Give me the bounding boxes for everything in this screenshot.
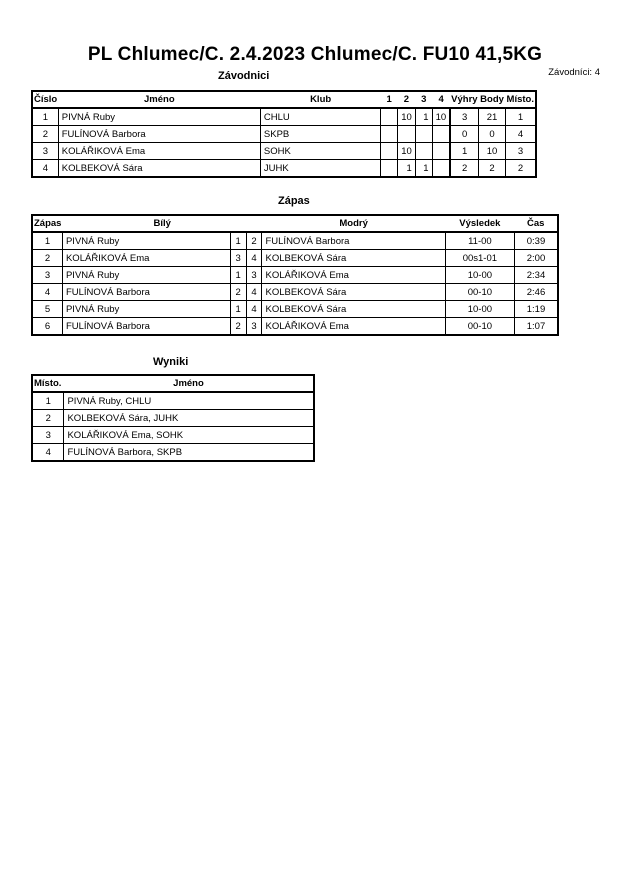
white-number: 1 bbox=[230, 232, 246, 250]
match-result: 10-00 bbox=[445, 267, 514, 284]
page-title: PL Chlumec/C. 2.4.2023 Chlumec/C. FU10 41,5KG bbox=[87, 44, 543, 65]
column-header-score-2: 2 bbox=[397, 91, 415, 108]
white-competitor: FULÍNOVÁ Barbora bbox=[62, 318, 230, 336]
column-header-name: Jméno bbox=[58, 91, 260, 108]
column-header-blue: Modrý bbox=[262, 215, 445, 232]
column-header-time: Čas bbox=[514, 215, 558, 232]
result-place: 4 bbox=[32, 444, 64, 462]
match-number: 1 bbox=[32, 232, 62, 250]
table-row bbox=[32, 160, 536, 178]
competitor-place: 2 bbox=[506, 160, 536, 178]
table-row bbox=[32, 232, 558, 250]
column-header-club: Klub bbox=[260, 91, 380, 108]
match-time: 2:46 bbox=[514, 284, 558, 301]
result-place: 3 bbox=[32, 427, 64, 444]
result-place: 1 bbox=[32, 392, 64, 410]
match-result: 00s1-01 bbox=[445, 250, 514, 267]
match-time: 1:07 bbox=[514, 318, 558, 336]
white-competitor: PIVNÁ Ruby bbox=[62, 232, 230, 250]
blue-competitor: KOLÁŘIKOVÁ Ema bbox=[262, 267, 445, 284]
table-row bbox=[32, 143, 536, 160]
column-header-score-3: 3 bbox=[415, 91, 432, 108]
score-4: 10 bbox=[432, 108, 450, 126]
column-header-result: Výsledek bbox=[445, 215, 514, 232]
results-section-title: Wyniki bbox=[153, 356, 189, 368]
match-number: 2 bbox=[32, 250, 62, 267]
white-competitor: KOLÁŘIKOVÁ Ema bbox=[62, 250, 230, 267]
column-header-points: Body bbox=[479, 91, 506, 108]
match-time: 0:39 bbox=[514, 232, 558, 250]
white-number: 2 bbox=[230, 284, 246, 301]
competitor-place: 4 bbox=[506, 126, 536, 143]
score-1 bbox=[381, 108, 398, 126]
blue-competitor: FULÍNOVÁ Barbora bbox=[262, 232, 445, 250]
competitor-wins: 3 bbox=[450, 108, 478, 126]
table-row bbox=[32, 444, 314, 462]
score-2 bbox=[397, 126, 415, 143]
score-1 bbox=[381, 160, 398, 178]
table-row bbox=[32, 410, 314, 427]
blue-competitor: KOLÁŘIKOVÁ Ema bbox=[262, 318, 445, 336]
white-competitor: PIVNÁ Ruby bbox=[62, 301, 230, 318]
competitor-points: 10 bbox=[479, 143, 506, 160]
match-number: 3 bbox=[32, 267, 62, 284]
matches-section-title: Zápas bbox=[278, 195, 310, 207]
result-place: 2 bbox=[32, 410, 64, 427]
results-header-row bbox=[32, 375, 314, 392]
blue-number: 3 bbox=[246, 318, 262, 336]
score-4 bbox=[432, 160, 450, 178]
column-header-number: Číslo bbox=[32, 91, 58, 108]
score-4 bbox=[432, 143, 450, 160]
competitor-points: 0 bbox=[479, 126, 506, 143]
competitor-number: 2 bbox=[32, 126, 58, 143]
match-number: 6 bbox=[32, 318, 62, 336]
table-row bbox=[32, 301, 558, 318]
table-row bbox=[32, 250, 558, 267]
competitor-number: 4 bbox=[32, 160, 58, 178]
competitor-wins: 2 bbox=[450, 160, 478, 178]
score-2: 10 bbox=[397, 108, 415, 126]
competitor-place: 3 bbox=[506, 143, 536, 160]
match-result: 00-10 bbox=[445, 318, 514, 336]
results-table bbox=[31, 374, 315, 462]
competitor-club: CHLU bbox=[260, 108, 380, 126]
competitor-points: 21 bbox=[479, 108, 506, 126]
matches-table bbox=[31, 214, 559, 336]
column-header-wins: Výhry bbox=[450, 91, 478, 108]
column-header-match: Zápas bbox=[32, 215, 62, 232]
score-4 bbox=[432, 126, 450, 143]
table-row bbox=[32, 108, 536, 126]
match-result: 10-00 bbox=[445, 301, 514, 318]
white-number: 3 bbox=[230, 250, 246, 267]
match-number: 5 bbox=[32, 301, 62, 318]
competitor-wins: 0 bbox=[450, 126, 478, 143]
result-name: FULÍNOVÁ Barbora, SKPB bbox=[64, 444, 314, 462]
table-row bbox=[32, 427, 314, 444]
blue-competitor: KOLBEKOVÁ Sára bbox=[262, 284, 445, 301]
competitor-points: 2 bbox=[479, 160, 506, 178]
score-1 bbox=[381, 126, 398, 143]
competitors-header-row bbox=[32, 91, 536, 108]
score-2: 10 bbox=[397, 143, 415, 160]
white-competitor: FULÍNOVÁ Barbora bbox=[62, 284, 230, 301]
blue-competitor: KOLBEKOVÁ Sára bbox=[262, 250, 445, 267]
column-header-score-4: 4 bbox=[432, 91, 450, 108]
match-result: 11-00 bbox=[445, 232, 514, 250]
match-time: 1:19 bbox=[514, 301, 558, 318]
match-time: 2:34 bbox=[514, 267, 558, 284]
competitor-wins: 1 bbox=[450, 143, 478, 160]
result-name: PIVNÁ Ruby, CHLU bbox=[64, 392, 314, 410]
white-number: 1 bbox=[230, 301, 246, 318]
competitor-name: PIVNÁ Ruby bbox=[58, 108, 260, 126]
score-3: 1 bbox=[415, 160, 432, 178]
matches-header-row bbox=[32, 215, 558, 232]
score-3: 1 bbox=[415, 108, 432, 126]
competitor-club: JUHK bbox=[260, 160, 380, 178]
blue-competitor: KOLBEKOVÁ Sára bbox=[262, 301, 445, 318]
table-row bbox=[32, 126, 536, 143]
blue-number: 2 bbox=[246, 232, 262, 250]
blue-number: 4 bbox=[246, 250, 262, 267]
competitor-name: FULÍNOVÁ Barbora bbox=[58, 126, 260, 143]
column-header-name: Jméno bbox=[64, 375, 314, 392]
competitor-club: SOHK bbox=[260, 143, 380, 160]
column-header-place: Místo. bbox=[506, 91, 536, 108]
score-1 bbox=[381, 143, 398, 160]
white-competitor: PIVNÁ Ruby bbox=[62, 267, 230, 284]
score-3 bbox=[415, 126, 432, 143]
match-number: 4 bbox=[32, 284, 62, 301]
blue-number: 4 bbox=[246, 284, 262, 301]
competitor-club: SKPB bbox=[260, 126, 380, 143]
competitor-name: KOLBEKOVÁ Sára bbox=[58, 160, 260, 178]
table-row bbox=[32, 267, 558, 284]
result-name: KOLÁŘIKOVÁ Ema, SOHK bbox=[64, 427, 314, 444]
table-row bbox=[32, 284, 558, 301]
column-header-white: Bílý bbox=[62, 215, 262, 232]
score-2: 1 bbox=[397, 160, 415, 178]
competitor-place: 1 bbox=[506, 108, 536, 126]
white-number: 2 bbox=[230, 318, 246, 336]
match-result: 00-10 bbox=[445, 284, 514, 301]
blue-number: 4 bbox=[246, 301, 262, 318]
column-header-score-1: 1 bbox=[381, 91, 398, 108]
column-header-place: Místo. bbox=[32, 375, 64, 392]
competitor-number: 1 bbox=[32, 108, 58, 126]
competitors-table bbox=[31, 90, 537, 178]
score-3 bbox=[415, 143, 432, 160]
competitors-section-title: Závodnici bbox=[218, 70, 270, 82]
competitor-name: KOLÁŘIKOVÁ Ema bbox=[58, 143, 260, 160]
table-row bbox=[32, 392, 314, 410]
blue-number: 3 bbox=[246, 267, 262, 284]
table-row bbox=[32, 318, 558, 336]
competitor-number: 3 bbox=[32, 143, 58, 160]
match-time: 2:00 bbox=[514, 250, 558, 267]
result-name: KOLBEKOVÁ Sára, JUHK bbox=[64, 410, 314, 427]
competitors-count: Závodníci: 4 bbox=[548, 67, 600, 78]
white-number: 1 bbox=[230, 267, 246, 284]
